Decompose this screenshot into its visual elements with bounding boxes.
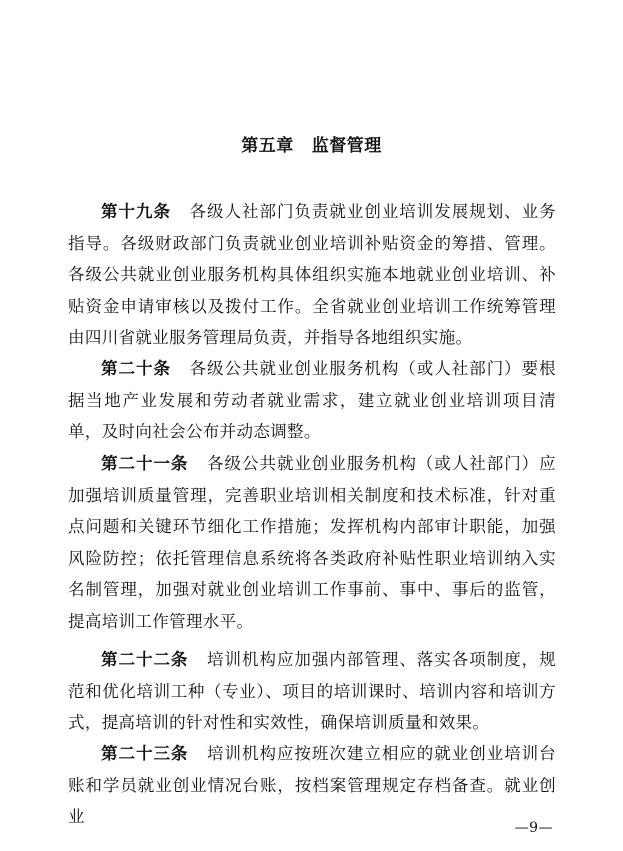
article-19-text: 各级人社部门负责就业创业培训发展规划、业务指导。各级财政部门负责就业创业培训补贴资金的筹措、管理。各级公共就业创业服务机构具体组织实施本地就业创业培训、补贴资金申请审核以及拨付工作。全省就业创业培训工作统筹管理由四川省就业服务管理局负责，并指导各地组织实施。 [68, 202, 556, 347]
article-20-text: 各级公共就业创业服务机构（或人社部门）要根据当地产业发展和劳动者就业需求，建立就业创业培训项目清单，及时向社会公布并动态调整。 [68, 359, 556, 441]
chapter-title: 监督管理 [311, 136, 382, 156]
article-19-label: 第十九条 [101, 202, 171, 221]
article-22 [68, 644, 556, 739]
article-22-text: 培训机构应加强内部管理、落实各项制度，规范和优化培训工种（专业）、项目的培训课时、培训内容和培训方式，提高培训的针对性和实效性，确保培训质量和效果。 [68, 650, 557, 732]
article-23 [68, 738, 556, 833]
article-23-label: 第二十三条 [101, 744, 189, 763]
article-21-label: 第二十一条 [101, 454, 189, 473]
chapter-heading [0, 134, 623, 158]
chapter-number: 第五章 [241, 136, 294, 156]
article-20-label: 第二十条 [101, 359, 171, 378]
article-22-label: 第二十二条 [101, 650, 189, 669]
article-19 [68, 196, 556, 354]
article-21-text: 各级公共就业创业服务机构（或人社部门）应加强培训质量管理，完善职业培训相关制度和技术标准，针对重点问题和关键环节细化工作措施；发挥机构内部审计职能，加强风险防控；依托管理信息系统将各类政府补贴性职业培训纳入实名制管理，加强对就业创业培训工作事前、事中、事后的监管，提高培训工作管理水平。 [68, 454, 557, 631]
article-23-text: 培训机构应按班次建立相应的就业创业培训台账和学员就业创业情况台账，按档案管理规定存档备查。就业创业 [68, 744, 557, 826]
page-number: —9— [514, 820, 553, 836]
article-21 [68, 448, 556, 637]
article-20 [68, 353, 556, 448]
